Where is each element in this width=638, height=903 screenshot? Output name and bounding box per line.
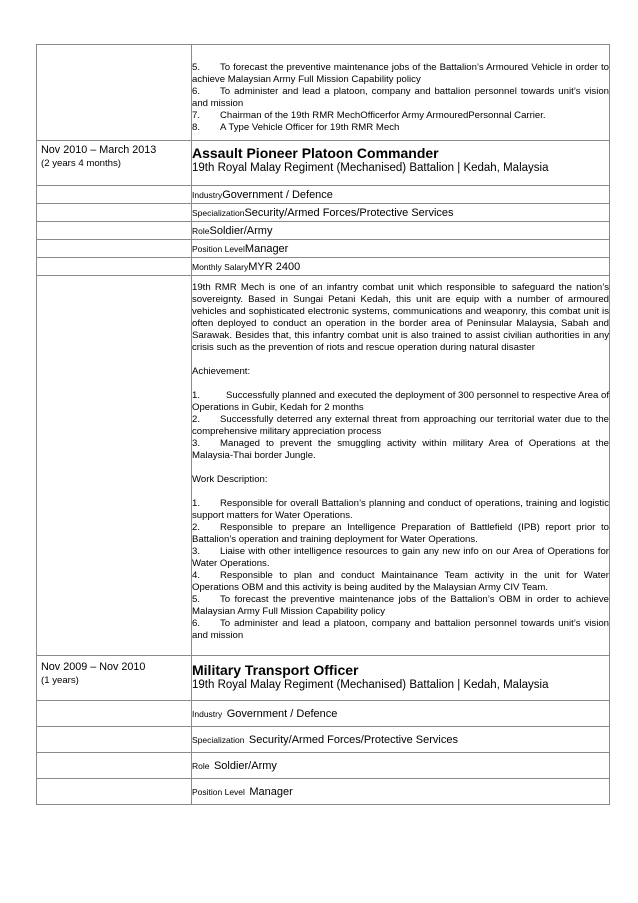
job1-title: Assault Pioneer Platoon Commander — [192, 145, 439, 161]
role-value: Soldier/Army — [209, 225, 273, 237]
job1-position-row — [37, 240, 610, 258]
continued-work-cell — [192, 45, 610, 141]
job2-duration: (1 years) — [41, 675, 79, 686]
empty-date-cell — [37, 45, 192, 141]
role-key: Role — [192, 226, 210, 236]
list-item: 4. Responsible to plan and conduct Maintainance Team activity in the unit for Water Operations OBM and this activity is being audited by the Malaysian Army CIV Team. — [192, 570, 609, 593]
job1-duration: (2 years 4 months) — [41, 158, 121, 169]
list-item: 7. Chairman of the 19th RMR MechOfficerfor Army ArmouredPersonnal Carrier. — [192, 110, 546, 121]
job1-specialization-row — [37, 204, 610, 222]
job1-date-cell — [37, 141, 192, 186]
job2-title: Military Transport Officer — [192, 662, 359, 678]
job1-salary-row — [37, 258, 610, 276]
industry-value: Government / Defence — [226, 708, 338, 720]
job2-date: Nov 2009 – Nov 2010 — [41, 661, 146, 673]
list-item: 5. To forecast the preventive maintenance jobs of the Battalion’s OBM in order to achieve Malaysian Army Full Mission Capability policy — [192, 594, 609, 617]
job1-description: 19th RMR Mech is one of an infantry combat unit which responsible to safeguard the nation’s sovereignty. Based in Sungai Petani Kedah, this unit are equip with a number of armoured vehicles and sophisticated electronic systems, communications and weaponry, this combat unit is often deployed to conduct an operation in the border area of Peninsular Malaysia, Sabah and Sarawak. Besides that, this infantry combat unit is also trained to assist civilian authorities in any crisis such as the prevention of riots and rescue operation during natural disaster — [192, 282, 609, 353]
list-item: 2. Responsible to prepare an Intelligence Preparation of Battlefield (IPB) report prior to Battalion’s operation and training deployment for Water Operations. — [192, 522, 609, 545]
role-key: Role — [192, 761, 210, 771]
job1-industry-row — [37, 186, 610, 204]
specialization-key: Specialization — [192, 735, 245, 745]
list-item: 3. Liaise with other intelligence resources to gain any new info on our Area of Operations for Water Operations. — [192, 546, 609, 569]
job2-org: 19th Royal Malay Regiment (Mechanised) Battalion | Kedah, Malaysia — [192, 679, 549, 691]
specialization-value: Security/Armed Forces/Protective Services — [248, 734, 458, 746]
list-item: 5. To forecast the preventive maintenance jobs of the Battalion’s Armoured Vehicle in order to achieve Malaysian Army Full Mission Capability policy — [192, 62, 609, 85]
list-item: 1. Responsible for overall Battalion’s planning and conduct of operations, training and logistic support matters for Water Operations. — [192, 498, 609, 521]
list-item: 3. Managed to prevent the smuggling activity within military Area of Operations at the Malaysia-Thai border Jungle. — [192, 438, 609, 461]
salary-value: MYR 2400 — [248, 261, 301, 273]
job2-position-row — [37, 779, 610, 805]
job1-role-row — [37, 222, 610, 240]
salary-key: Monthly Salary — [192, 262, 249, 272]
job2-header-row — [37, 656, 610, 701]
cv-table — [36, 44, 610, 805]
list-item: 6. To administer and lead a platoon, company and battalion personnel towards unit’s vision and mission — [192, 618, 609, 641]
position-key: Position Level — [192, 244, 245, 254]
continued-work-row — [37, 45, 610, 141]
specialization-value: Security/Armed Forces/Protective Services — [244, 207, 454, 219]
continued-work-list — [192, 45, 609, 140]
job1-title-cell — [192, 141, 610, 186]
position-value: Manager — [244, 243, 289, 255]
specialization-key: Specialization — [192, 208, 245, 218]
list-item: 8. A Type Vehicle Officer for 19th RMR Mech — [192, 122, 400, 133]
achievement-heading: Achievement: — [192, 366, 251, 377]
industry-key: Industry — [192, 709, 223, 719]
list-item: 1. Successfully planned and executed the deployment of 300 personnel to respective Area of Operations in Gubir, Kedah for 2 months — [192, 390, 609, 413]
list-item: 6. To administer and lead a platoon, company and battalion personnel towards unit’s vision and mission — [192, 86, 609, 109]
role-value: Soldier/Army — [213, 760, 277, 772]
job2-role-row — [37, 753, 610, 779]
job1-body-row — [37, 276, 610, 656]
job1-body-cell — [192, 276, 610, 656]
industry-key: Industry — [192, 190, 223, 200]
industry-value: Government / Defence — [222, 189, 333, 201]
position-value: Manager — [249, 786, 293, 798]
job2-industry-row — [37, 701, 610, 727]
job2-title-cell — [192, 656, 610, 701]
list-item: 2. Successfully deterred any external threat from approaching our territorial water due to the comprehensive military appreciation process — [192, 414, 609, 437]
job2-specialization-row — [37, 727, 610, 753]
position-key: Position Level — [192, 787, 245, 797]
job1-org: 19th Royal Malay Regiment (Mechanised) Battalion | Kedah, Malaysia — [192, 162, 549, 174]
job2-date-cell — [37, 656, 192, 701]
work-heading: Work Description: — [192, 474, 268, 485]
job1-header-row — [37, 141, 610, 186]
job1-date: Nov 2010 – March 2013 — [41, 144, 157, 156]
